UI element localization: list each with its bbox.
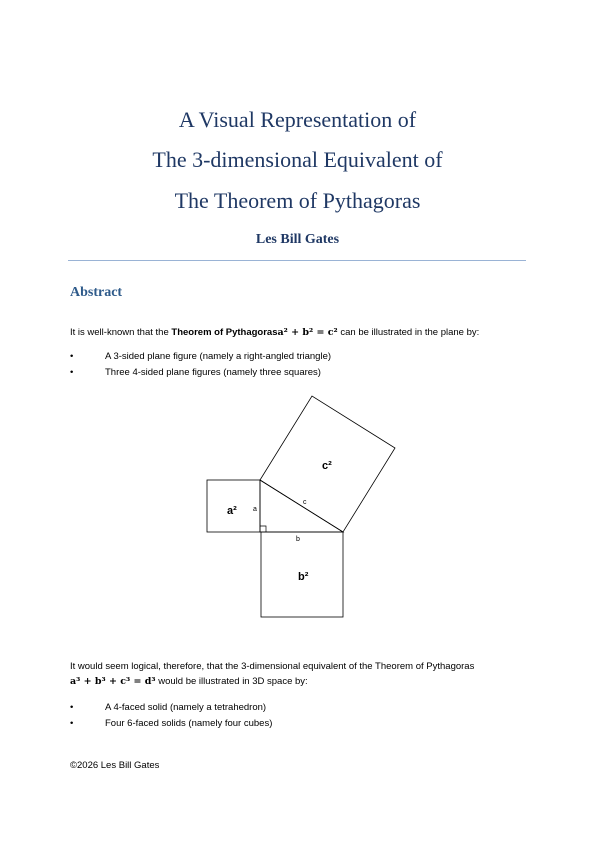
title-line-3: The Theorem of Pythagoras [174, 188, 421, 213]
bullet-marker: • [70, 351, 74, 362]
right-triangle [260, 480, 343, 532]
title-line-1: A Visual Representation of [178, 107, 417, 132]
pythagoras-equation: a² + b² = c² [277, 327, 338, 338]
cubic-equation: a³ + b³ + c³ = d³ [70, 676, 156, 687]
label-a-squared: a² [227, 505, 237, 517]
label-c-squared: c² [322, 460, 332, 472]
list-item [70, 702, 266, 713]
list-item-text: Three 4-sided plane figures (namely three squares) [105, 367, 321, 378]
list-item [70, 718, 272, 729]
intro-paragraph [70, 327, 479, 338]
label-side-b: b [296, 536, 300, 543]
copyright-footer: ©2026 Les Bill Gates [70, 760, 160, 771]
bullet-marker: • [70, 718, 74, 729]
intro-suffix: can be illustrated in the plane by: [337, 327, 480, 338]
label-side-a: a [253, 506, 257, 513]
list-item-text: Four 6-faced solids (namely four cubes) [105, 718, 273, 729]
label-side-c: c [303, 499, 307, 506]
label-b-squared: b² [298, 571, 309, 583]
author-name: Les Bill Gates [255, 232, 340, 247]
bullet-marker: • [70, 702, 74, 713]
conjecture-suffix: would be illustrated in 3D space by: [155, 676, 308, 687]
theorem-term: Theorem of Pythagoras [171, 327, 278, 338]
list-item-text: A 4-faced solid (namely a tetrahedron) [105, 702, 267, 713]
title-divider [68, 260, 526, 261]
title-line-2: The 3-dimensional Equivalent of [152, 147, 443, 172]
bullet-marker: • [70, 367, 74, 378]
conjecture-line-2 [70, 676, 308, 687]
list-item-text: A 3-sided plane figure (namely a right-angled triangle) [105, 351, 332, 362]
intro-prefix: It is well-known that the [70, 327, 172, 338]
abstract-heading: Abstract [70, 285, 123, 300]
right-angle-marker [260, 526, 266, 532]
list-item [70, 367, 321, 378]
list-item [70, 351, 331, 362]
pythagoras-figure [195, 395, 405, 625]
conjecture-line-1: It would seem logical, therefore, that the 3-dimensional equivalent of the Theorem of Pythagoras [70, 661, 475, 672]
